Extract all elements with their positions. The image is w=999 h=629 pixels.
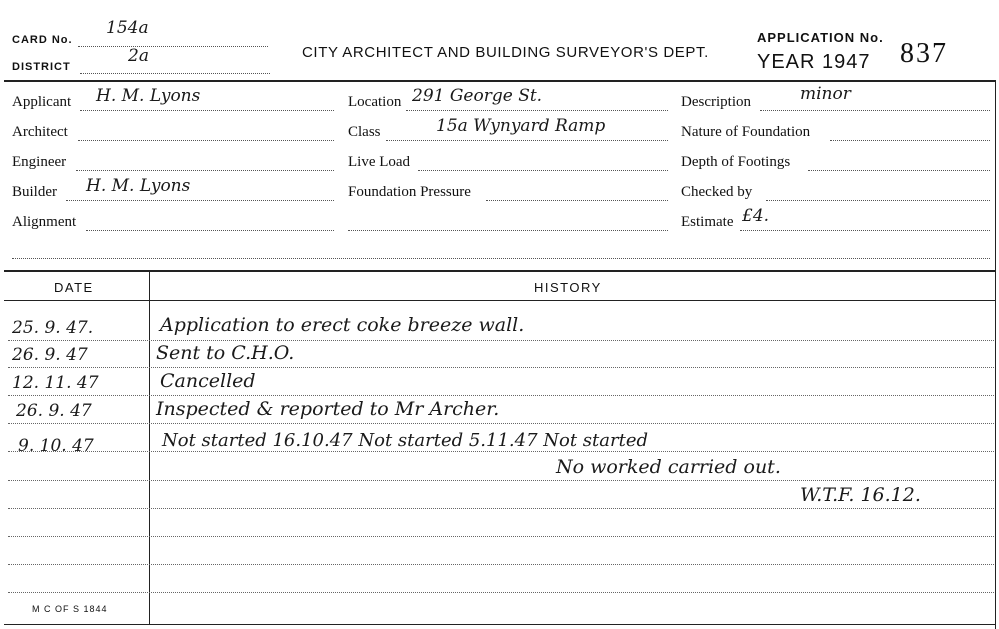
- nature-foundation-label: Nature of Foundation: [681, 124, 811, 140]
- history-note: No worked carried out.: [556, 456, 781, 478]
- applicant-label: Applicant: [12, 94, 72, 110]
- card-no-value: 154a: [106, 18, 149, 38]
- history-header: HISTORY: [534, 280, 602, 295]
- description-label: Description: [681, 94, 751, 110]
- checked-by-line: [766, 200, 990, 201]
- signature-initials: W.T.F. 16.12.: [800, 484, 921, 506]
- history-date: 26. 9. 47: [12, 345, 88, 365]
- location-value: 291 George St.: [412, 86, 543, 106]
- history-row-line: [8, 340, 994, 341]
- history-row-line: [8, 423, 994, 424]
- description-value: minor: [800, 84, 851, 104]
- application-number: 837: [900, 38, 948, 69]
- year-label: YEAR 1947: [757, 51, 871, 73]
- applicant-value: H. M. Lyons: [96, 86, 201, 106]
- estimate-line: [740, 230, 990, 231]
- application-label: APPLICATION No.: [757, 30, 884, 45]
- history-date: 9. 10. 47: [18, 436, 94, 456]
- history-row-line: [8, 508, 994, 509]
- history-entry: Sent to C.H.O.: [156, 342, 295, 364]
- history-row-line: [8, 451, 994, 452]
- date-header: DATE: [54, 280, 94, 295]
- engineer-line: [76, 170, 334, 171]
- nature-foundation-line: [830, 140, 990, 141]
- location-label: Location: [348, 94, 402, 110]
- card-no-label: CARD No.: [12, 34, 73, 46]
- middle-blank-line: [348, 230, 668, 231]
- history-row-line: [8, 536, 994, 537]
- history-entry: Inspected & reported to Mr Archer.: [156, 398, 500, 420]
- history-date: 25. 9. 47.: [12, 318, 94, 338]
- class-line: [386, 140, 668, 141]
- estimate-label: Estimate: [681, 214, 734, 230]
- history-top-border: [4, 270, 996, 272]
- district-label: DISTRICT: [12, 61, 71, 73]
- architect-label: Architect: [12, 124, 68, 140]
- right-border: [995, 80, 996, 629]
- top-border: [4, 80, 996, 82]
- alignment-line: [86, 230, 334, 231]
- class-label: Class: [348, 124, 381, 140]
- district-value: 2a: [128, 46, 149, 66]
- history-entry: Cancelled: [160, 370, 256, 392]
- history-entry: Application to erect coke breeze wall.: [160, 314, 525, 336]
- district-line: [80, 73, 270, 74]
- history-row-line: [8, 480, 994, 481]
- alignment-label: Alignment: [12, 214, 77, 230]
- builder-line: [66, 200, 334, 201]
- class-value: 15a Wynyard Ramp: [436, 116, 606, 136]
- checked-by-label: Checked by: [681, 184, 753, 200]
- live-load-label: Live Load: [348, 154, 411, 170]
- date-column-divider: [149, 272, 150, 624]
- history-row-line: [8, 564, 994, 565]
- builder-value: H. M. Lyons: [86, 176, 191, 196]
- history-row-line: [8, 367, 994, 368]
- history-date: 12. 11. 47: [12, 373, 99, 393]
- bottom-border: [4, 624, 996, 625]
- foundation-pressure-line: [486, 200, 668, 201]
- engineer-label: Engineer: [12, 154, 67, 170]
- applicant-line: [80, 110, 334, 111]
- print-code: M C OF S 1844: [32, 604, 108, 614]
- depth-footings-label: Depth of Footings: [681, 154, 791, 170]
- description-line: [760, 110, 990, 111]
- history-date: 26. 9. 47: [16, 401, 92, 421]
- history-entry: Not started 16.10.47 Not started 5.11.47 Not started: [162, 430, 649, 451]
- depth-footings-line: [808, 170, 990, 171]
- live-load-line: [418, 170, 668, 171]
- history-row-line: [8, 395, 994, 396]
- builder-label: Builder: [12, 184, 57, 200]
- history-row-line: [8, 592, 994, 593]
- location-line: [406, 110, 668, 111]
- estimate-value: £4.: [742, 206, 770, 226]
- foundation-pressure-label: Foundation Pressure: [348, 184, 471, 200]
- card-no-line: [78, 46, 268, 47]
- department-title: CITY ARCHITECT AND BUILDING SURVEYOR'S DEPT.: [302, 44, 709, 61]
- architect-line: [78, 140, 334, 141]
- fields-bottom-line: [12, 258, 990, 259]
- history-header-border: [4, 300, 996, 301]
